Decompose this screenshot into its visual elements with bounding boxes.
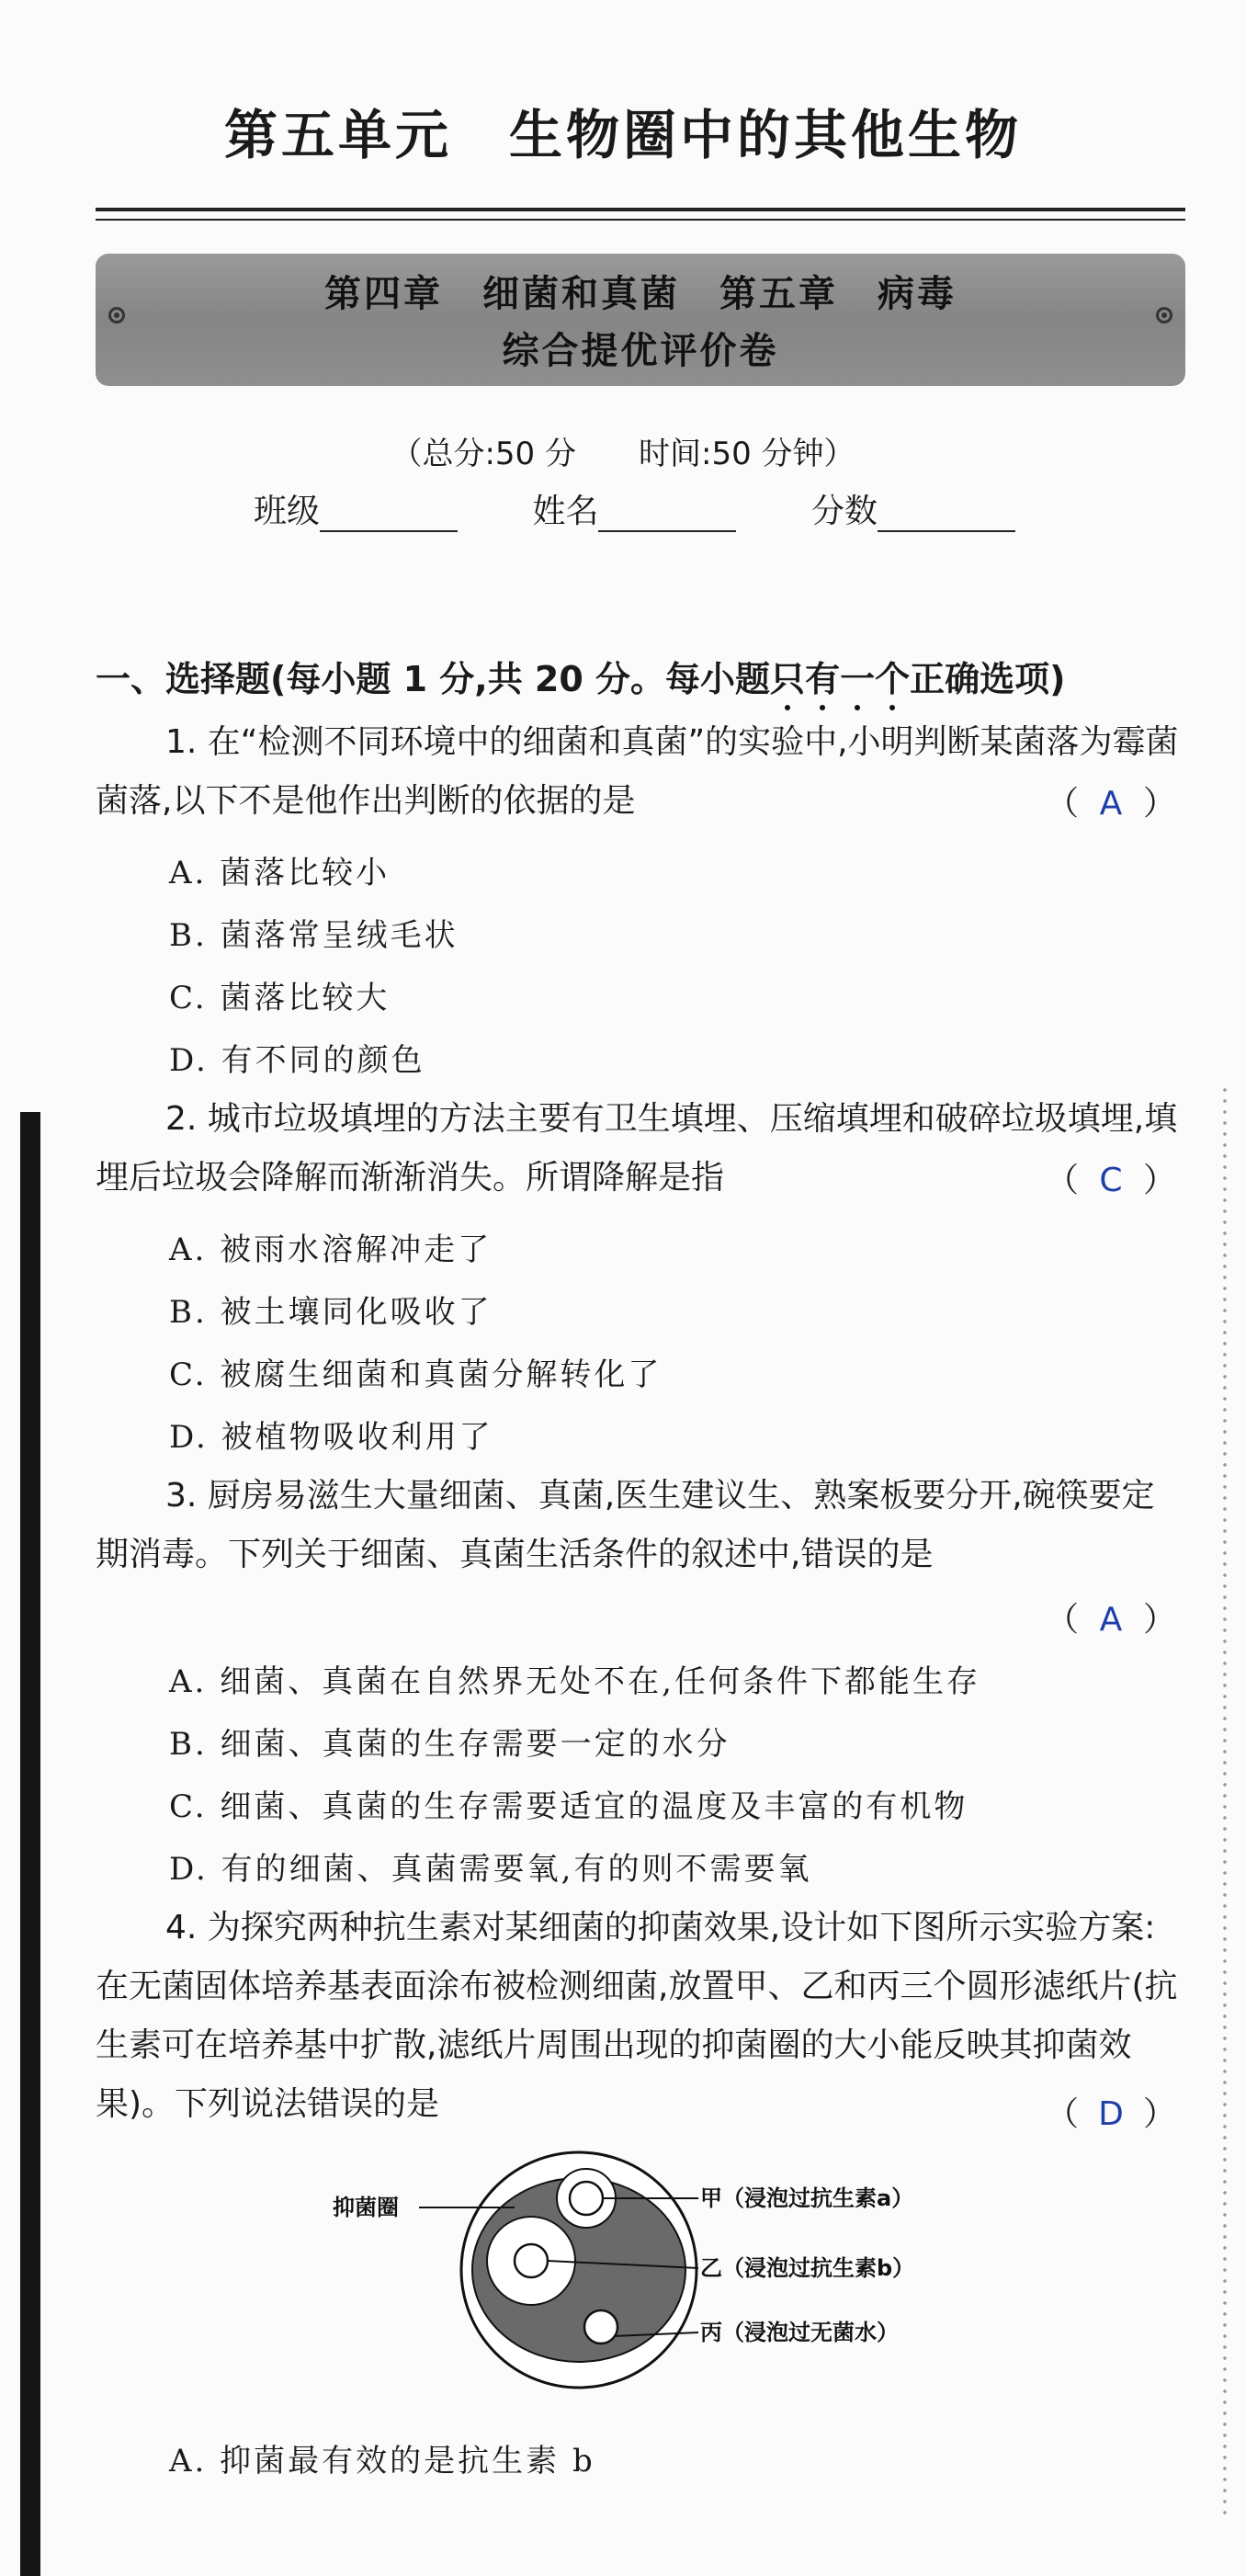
option-3d: D. 有的细菌、真菌需要氧,有的则不需要氧 — [169, 1851, 812, 1888]
question-2: 2. 城市垃圾填埋的方法主要有卫生填埋、压缩填埋和破碎垃圾填埋,填埋后垃圾会降解而渐渐消失。所谓降解是指 — [96, 1100, 1178, 1197]
option-3b: B. 细菌、真菌的生存需要一定的水分 — [169, 1726, 731, 1763]
question-3: 3. 厨房易滋生大量细菌、真菌,医生建议生、熟案板要分开,碗筷要定期消毒。下列关于细菌、真菌生活条件的叙述中,错误的是 — [96, 1477, 1155, 1573]
exam-meta: （总分:50 分 时间:50 分钟） — [391, 436, 855, 472]
option-2c: C. 被腐生细菌和真菌分解转化了 — [169, 1356, 663, 1393]
class-field[interactable] — [320, 497, 458, 532]
question-1: 1. 在“检测不同环境中的细菌和真菌”的实验中,小明判断某菌落为霉菌菌落,以下不是他作出判断的依据的是 — [96, 723, 1179, 820]
disc-b — [515, 2244, 548, 2277]
perforation-edge — [1220, 1084, 1229, 2518]
option-4a: A. 抑菌最有效的是抗生素 b — [169, 2443, 595, 2480]
question-4: 4. 为探究两种抗生素对某细菌的抑菌效果,设计如下图所示实验方案:在无菌固体培养基表面涂布被检测细菌,放置甲、乙和丙三个圆形滤纸片(抗生素可在培养基中扩散,滤纸片周围出现的抑菌圈的大小能反映其抑菌效果)。下列说法错误的是 — [96, 1909, 1178, 2123]
score-field[interactable] — [878, 497, 1015, 532]
name-label: 姓名 — [532, 493, 599, 530]
binding-edge — [20, 1112, 40, 2576]
answer-3: （ A ） — [1045, 1601, 1176, 1639]
petri-dish-figure — [331, 2147, 974, 2393]
section-heading: 一、选择题(每小题 1 分,共 20 分。每小题只有一个正确选项) — [96, 659, 1066, 699]
label-disc-c: 丙（浸泡过无菌水） — [700, 2320, 899, 2345]
option-2a: A. 被雨水溶解冲走了 — [169, 1231, 493, 1268]
option-2b: B. 被土壤同化吸收了 — [169, 1294, 493, 1331]
paper-title: 综合提优评价卷 — [502, 329, 779, 372]
label-inhibition-zone: 抑菌圈 — [333, 2195, 399, 2220]
answer-1: （ A ） — [1045, 785, 1176, 823]
option-2d: D. 被植物吸收利用了 — [169, 1419, 493, 1456]
option-1b: B. 菌落常呈绒毛状 — [169, 917, 459, 954]
option-3a: A. 细菌、真菌在自然界无处不在,任何条件下都能生存 — [169, 1663, 980, 1700]
title-rule — [96, 208, 1185, 211]
score-label: 分数 — [810, 493, 878, 530]
label-disc-b: 乙（浸泡过抗生素b） — [700, 2255, 915, 2281]
chapter-title: 第四章 细菌和真菌 第五章 病毒 — [324, 272, 957, 315]
unit-title: 第五单元 生物圈中的其他生物 — [223, 104, 1022, 166]
answer-4: （ D ） — [1045, 2095, 1176, 2133]
student-fields — [254, 485, 1015, 532]
option-1a: A. 菌落比较小 — [169, 855, 391, 891]
name-field[interactable] — [598, 497, 736, 532]
disc-c — [584, 2310, 617, 2343]
option-1c: C. 菌落比较大 — [169, 980, 391, 1016]
option-1d: D. 有不同的颜色 — [169, 1042, 425, 1079]
answer-2: （ C ） — [1045, 1162, 1176, 1199]
disc-a — [570, 2182, 603, 2215]
chapter-banner — [96, 254, 1185, 386]
title-rule-thin — [96, 219, 1185, 221]
option-3c: C. 细菌、真菌的生存需要适宜的温度及丰富的有机物 — [169, 1788, 968, 1825]
label-disc-a: 甲（浸泡过抗生素a） — [700, 2185, 914, 2211]
class-label: 班级 — [254, 493, 321, 530]
